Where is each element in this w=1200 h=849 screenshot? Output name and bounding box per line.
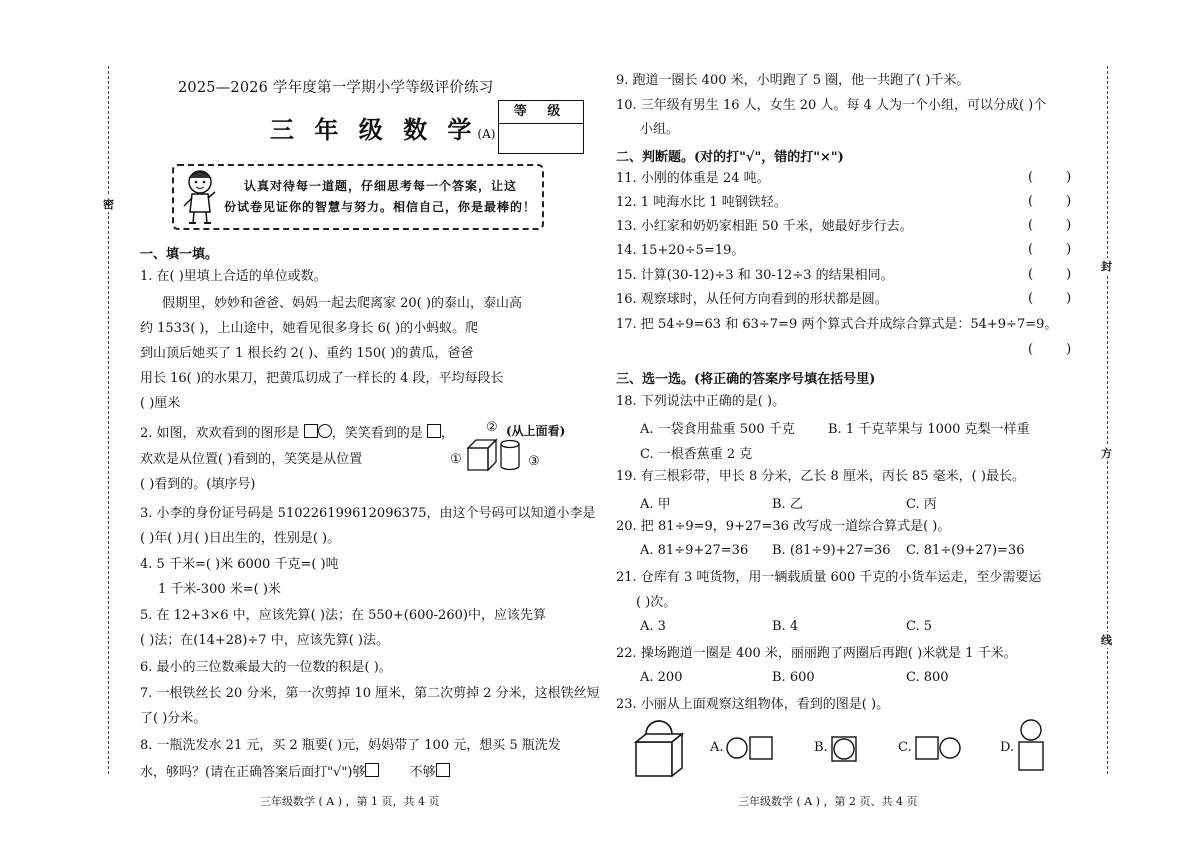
q19-option-b[interactable]: B. 乙	[772, 497, 803, 512]
circle-shape-icon	[318, 424, 332, 438]
q2-text-a: 2. 如图，欢欢看到的图形是	[140, 426, 300, 441]
q2-figure	[450, 420, 590, 472]
q21-line-1: 21. 仓库有 3 吨货物，用一辆载质量 600 千克的小货车运走，至少需要运	[616, 570, 1042, 585]
binding-line-right	[1107, 66, 1108, 774]
q1-line-5: ( )厘米	[140, 396, 181, 411]
q19-option-c[interactable]: C. 丙	[906, 497, 937, 512]
q1-line-3: 到山顶后她买了 1 根长约 2( )、重约 150( )的黄瓜，爸爸	[140, 346, 474, 361]
q2-line-2: 欢欢是从位置( )看到的，笑笑是从位置	[140, 452, 363, 467]
page-1-footer: 三年级数学 ( A ) ，第 1 页，共 4 页	[260, 795, 440, 808]
q7-line-1: 7. 一根铁丝长 20 分米，第一次剪掉 10 厘米，第二次剪掉 2 分米，这根铁丝短	[140, 686, 600, 701]
q7-line-2: 了( )分米。	[140, 711, 207, 726]
margin-char-fang: 方	[1101, 447, 1112, 460]
motto-line-2: 份试卷见证你的智慧与努力。相信自己，你是最棒的！	[224, 200, 537, 214]
exam-title: 2025—2026 学年度第一学期小学等级评价练习	[178, 80, 494, 96]
margin-char-mi: 密	[103, 198, 114, 211]
judge-q14: 14. 15+20÷5=19。	[616, 243, 745, 258]
section-2-heading: 二、判断题。(对的打"√"，错的打"×")	[616, 150, 844, 165]
page-2	[610, 0, 1100, 849]
position-1-label: ①	[450, 452, 462, 467]
subject-title	[270, 110, 495, 145]
margin-char-xian: 线	[1101, 634, 1112, 647]
q21-option-a[interactable]: A. 3	[640, 619, 666, 634]
q2-text-c: ，	[440, 426, 454, 441]
q22-option-a[interactable]: A. 200	[640, 670, 683, 685]
section-3-heading: 三、选一选。(将正确的答案序号填在括号里)	[616, 372, 876, 387]
q2-line-1	[140, 424, 454, 443]
q8-text: 水，够吗？(请在正确答案后面打"√")够	[140, 765, 366, 780]
q8-line-1: 8. 一瓶洗发水 21 元，买 2 瓶要( )元，妈妈带了 100 元，想买 5 瓶洗发	[140, 738, 561, 753]
cube-and-cylinder-figure	[464, 436, 530, 472]
q8-line-2	[140, 763, 450, 782]
q20: 20. 把 81÷9=9，9+27=36 改写成一道综合算式是( )。	[616, 519, 951, 534]
q9: 9. 跑道一圈长 400 米，小明跑了 5 圈，他一共跑了( )千米。	[616, 73, 970, 88]
q20-option-b[interactable]: B. (81÷9)+27=36	[772, 543, 891, 558]
judge-answer-16[interactable]: ( )	[1028, 291, 1072, 306]
q23-option-a-figure[interactable]	[726, 735, 776, 761]
q20-option-c[interactable]: C. 81÷(9+27)=36	[906, 543, 1025, 558]
q21-line-2: ( )次。	[636, 595, 677, 610]
q23-option-a-label[interactable]: A.	[710, 740, 724, 755]
position-3-label: ③	[528, 454, 540, 469]
top-view-label: (从上面看)	[506, 424, 566, 438]
square-shape-icon	[427, 424, 441, 438]
q18-option-b[interactable]: B. 1 千克苹果与 1000 克梨一样重	[828, 422, 1030, 437]
judge-q16: 16. 观察球时，从任何方向看到的形状都是圆。	[616, 292, 888, 307]
judge-answer-11[interactable]: ( )	[1028, 170, 1072, 185]
q21-option-c[interactable]: C. 5	[906, 619, 933, 634]
q5-line-1: 5. 在 12+3×6 中，应该先算( )法；在 550+(600-260)中，应该先算	[140, 608, 546, 623]
q1-line-1: 假期里，妙妙和爸爸、妈妈一起去爬离家 20( )的泰山，泰山高	[162, 296, 522, 311]
judge-answer-13[interactable]: ( )	[1028, 218, 1072, 233]
q3-line-2: ( )年( )月( )日出生的，性别是( )。	[140, 531, 341, 546]
page-1	[120, 0, 600, 849]
cartoon-student-icon	[180, 168, 220, 226]
subject-name: 三 年 级 数 学	[270, 115, 478, 144]
q23-option-b-figure[interactable]	[830, 735, 858, 763]
q4-line-1: 4. 5 千米=( )米 6000 千克=( )吨	[140, 557, 339, 572]
judge-answer-17[interactable]: ( )	[1028, 342, 1072, 357]
q2-text-b: ，笑笑看到的是	[331, 426, 423, 441]
margin-char-feng: 封	[1101, 260, 1112, 273]
page-2-footer: 三年级数学 ( A ) ，第 2 页、共 4 页	[738, 795, 918, 808]
q1-line-2: 约 1533( )，上山途中，她看见很多身长 6( )的小蚂蚁。爬	[140, 321, 479, 336]
judge-q15: 15. 计算(30-12)÷3 和 30-12÷3 的结果相同。	[616, 268, 894, 283]
square-shape-icon	[304, 424, 318, 438]
motto-line-1: 认真对待每一道题，仔细思考每一个答案，让这	[244, 179, 518, 193]
q1-line-4: 用长 16( )的水果刀，把黄瓜切成了一样长的 4 段，平均每段长	[140, 371, 504, 386]
q1-stem: 1. 在( )里填上合适的单位或数。	[140, 269, 327, 284]
q18-option-c[interactable]: C. 一根香蕉重 2 克	[640, 447, 753, 462]
q19: 19. 有三根彩带，甲长 8 分米，乙长 8 厘米，丙长 85 毫米，( )最长。	[616, 469, 1025, 484]
q23-option-c-label[interactable]: C.	[898, 740, 912, 755]
q23-option-b-label[interactable]: B.	[814, 740, 828, 755]
q3-line-1: 3. 小李的身份证号码是 510226199612096375，由这个号码可以知道小李是	[140, 506, 596, 521]
subject-suffix: (A)	[477, 127, 496, 141]
q21-option-b[interactable]: B. 4	[772, 619, 799, 634]
judge-answer-14[interactable]: ( )	[1028, 242, 1072, 257]
q6: 6. 最小的三位数乘最大的一位数的积是( )。	[140, 660, 392, 675]
enough-checkbox[interactable]	[365, 763, 379, 777]
q19-option-a[interactable]: A. 甲	[640, 497, 671, 512]
motto-box	[172, 164, 544, 230]
position-2-label: ②	[486, 420, 498, 435]
binding-line-left	[108, 66, 109, 774]
q5-line-2: ( )法；在(14+28)÷7 中，应该先算( )法。	[140, 633, 389, 648]
judge-q12: 12. 1 吨海水比 1 吨钢铁轻。	[616, 195, 787, 210]
q22-option-b[interactable]: B. 600	[772, 670, 815, 685]
q23-object-figure	[632, 718, 688, 780]
judge-answer-15[interactable]: ( )	[1028, 267, 1072, 282]
judge-q13: 13. 小红家和奶奶家相距 50 千米，她最好步行去。	[616, 219, 913, 234]
not-enough-checkbox[interactable]	[436, 763, 450, 777]
q10-line-1: 10. 三年级有男生 16 人，女生 20 人。每 4 人为一个小组，可以分成( )个	[616, 98, 1047, 113]
q2-line-3: ( )看到的。(填序号)	[140, 477, 256, 492]
q20-option-a[interactable]: A. 81÷9+27=36	[640, 543, 749, 558]
grade-label: 等 级	[499, 101, 583, 124]
q4-line-2: 1 千米-300 米=( )米	[158, 582, 281, 597]
q22: 22. 操场跑道一圈是 400 米，丽丽跑了两圈后再跑( )米就是 1 千米。	[616, 646, 1017, 661]
judge-q17: 17. 把 54÷9=63 和 63÷7=9 两个算式合并成综合算式是：54+9÷7=9。	[616, 317, 1058, 332]
q23: 23. 小丽从上面观察这组物体，看到的图是( )。	[616, 697, 890, 712]
q23-option-d-label[interactable]: D.	[1000, 740, 1015, 755]
q23-option-d-figure[interactable]	[1016, 718, 1046, 774]
q18-option-a[interactable]: A. 一袋食用盐重 500 千克	[640, 422, 795, 437]
q23-option-c-figure[interactable]	[914, 735, 964, 761]
grade-box	[498, 100, 584, 154]
judge-answer-12[interactable]: ( )	[1028, 194, 1072, 209]
q10-line-2: 小组。	[640, 122, 680, 137]
judge-q11: 11. 小刚的体重是 24 吨。	[616, 171, 770, 186]
q18: 18. 下列说法中正确的是( )。	[616, 394, 786, 409]
section-1-heading: 一、填一填。	[140, 247, 219, 262]
q22-option-c[interactable]: C. 800	[906, 670, 949, 685]
q8-not-enough-label: 不够	[409, 765, 436, 780]
